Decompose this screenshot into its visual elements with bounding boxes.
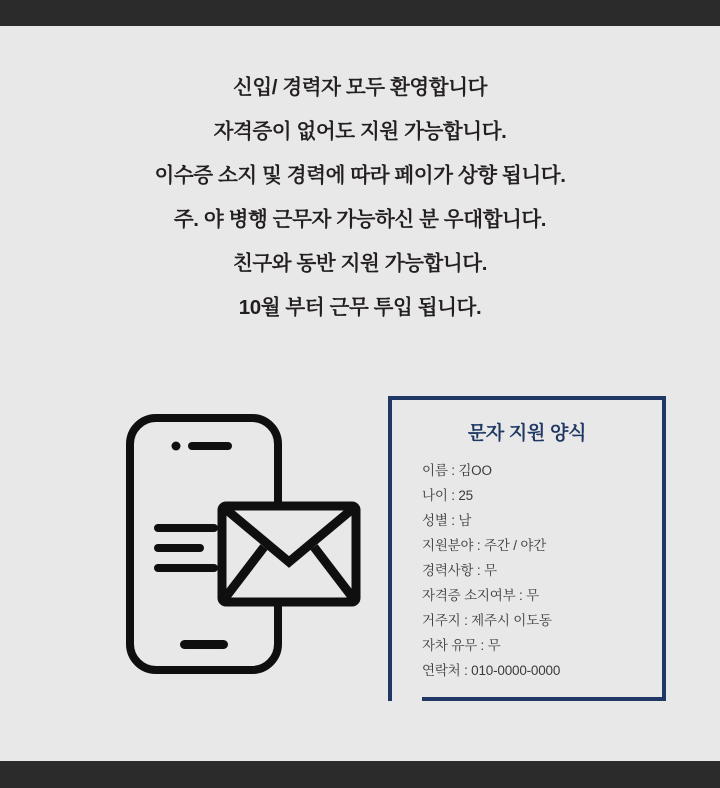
form-field-age: 나이 : 25 <box>422 488 473 503</box>
card-border-bottom <box>422 697 666 701</box>
form-field-experience: 경력사항 : 무 <box>422 563 497 578</box>
form-field-position: 지원분야 : 주간 / 야간 <box>422 538 547 553</box>
headline-line-6: 10월 부터 근무 투입 됩니다. <box>238 296 482 319</box>
form-title: 문자 지원 양식 <box>467 423 587 444</box>
headline-line-4: 주. 야 병행 근무자 가능하신 분 우대합니다. <box>173 208 547 231</box>
form-field-car: 자차 유무 : 무 <box>422 638 501 653</box>
headline-line-3: 이수증 소지 및 경력에 따라 페이가 상향 됩니다. <box>154 164 566 187</box>
bottom-letterbox-bar <box>0 761 720 788</box>
headline-line-2: 자격증이 없어도 지원 가능합니다. <box>213 120 507 143</box>
top-letterbox-bar <box>0 0 720 26</box>
form-field-phone: 연락처 : 010-0000-0000 <box>422 663 561 678</box>
application-form-card <box>388 396 666 701</box>
headline-line-5: 친구와 동반 지원 가능합니다. <box>232 252 488 275</box>
form-field-list <box>422 458 652 683</box>
envelope-icon <box>222 506 356 602</box>
form-field-name: 이름 : 김OO <box>422 463 492 478</box>
form-field-residence: 거주지 : 제주시 이도동 <box>422 613 552 628</box>
headline-block <box>0 66 720 330</box>
form-field-gender: 성별 : 남 <box>422 513 472 528</box>
sms-illustration <box>118 404 368 684</box>
poster-body <box>0 26 720 761</box>
headline-line-1: 신입/ 경력자 모두 환영합니다 <box>232 76 488 99</box>
form-field-certificate: 자격증 소지여부 : 무 <box>422 588 539 603</box>
card-border-top <box>388 396 666 400</box>
